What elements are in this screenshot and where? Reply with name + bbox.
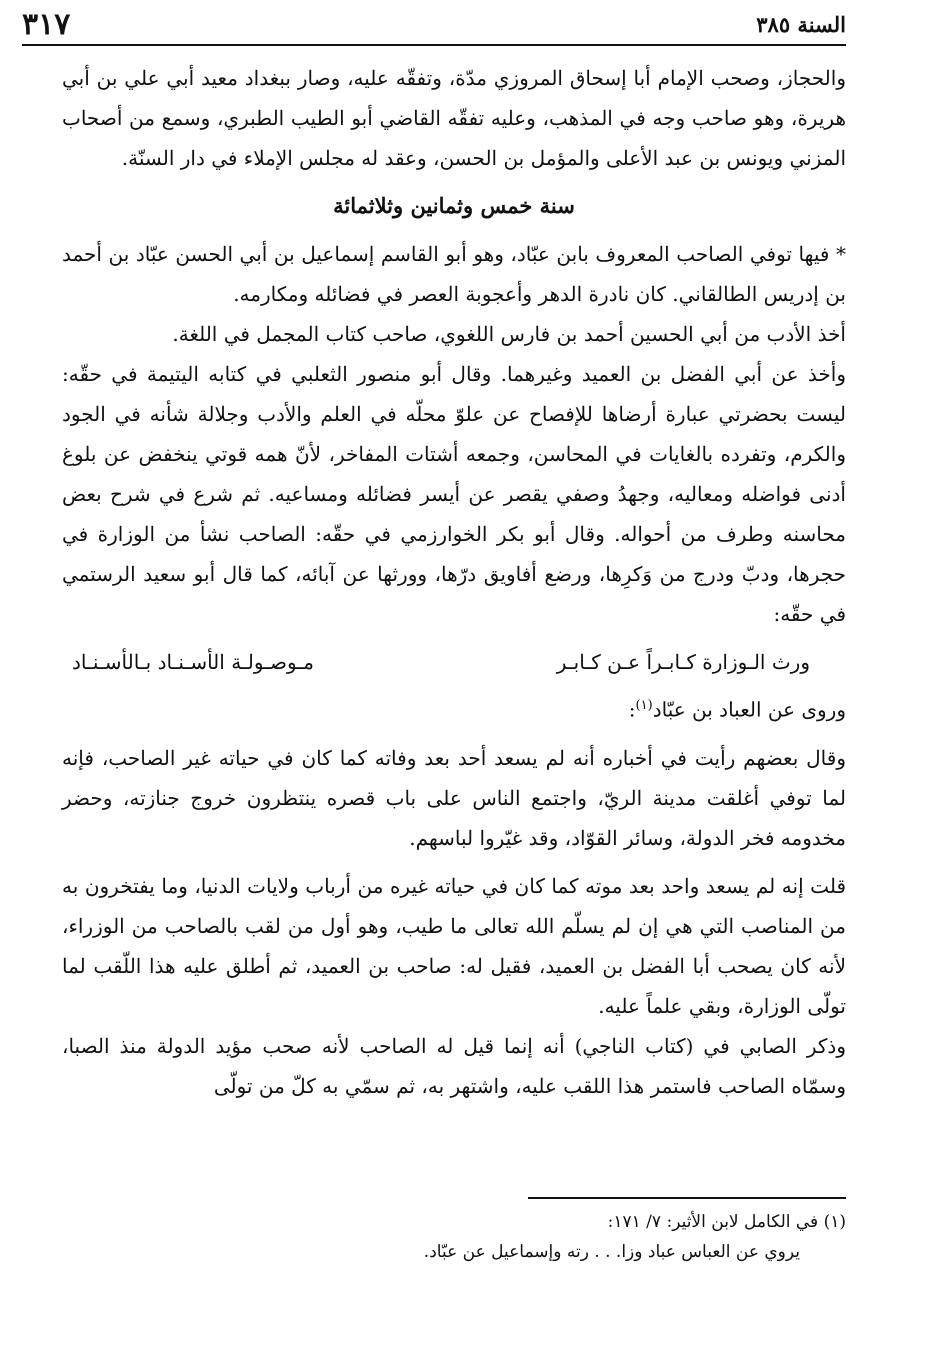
paragraph-2: * فيها توفي الصاحب المعروف بابن عبّاد، وهو أبو القاسم إسماعيل بن أبي الحسن عبّاد بن أحمد بن إدريس الطالقاني. كان نادرة الدهر وأعجوبة العصر في فضائله ومكارمه.: [62, 242, 846, 306]
footnote-1-line-1: (١) في الكامل لابن الأثير: ٧/ ١٧١:: [607, 1212, 846, 1232]
footnote-rule: [528, 1197, 846, 1199]
header-rule: [22, 44, 846, 46]
paragraph-4: وأخذ عن أبي الفضل بن العميد وغيرهما. وقال أبو منصور الثعلبي في كتابه اليتيمة في حقّه: ليست بحضرتي عبارة أرضاها للإفصاح عن علوّ محلّه في العلم والأدب وجلالة شأنه في الجود والكرم، وتفرده بالغايات في المحاسن، وجمعه أشتات المفاخر، لأنّ همه قوتي ينخفض عن بلوغ أدنى فواضله ومعاليه، وجهدُ وصفي يقصر عن أيسر فضائله ومساعيه. ثم شرع في شرح بعض محاسنه وطرف من أحواله. وقال أبو بكر الخوارزمي في حقّه: الصاحب نشأ من الوزارة في حجرها، ودبّ ودرج من وَكرِها، ورضع أفاويق درّها، وورثها عن آبائه، كما قال أبو سعيد الرستمي في حقّه:: [62, 362, 847, 626]
page-header: [22, 6, 846, 42]
paragraph-gap: [62, 858, 846, 866]
running-head: السنة ٣٨٥: [756, 11, 846, 37]
paragraph-7: قلت إنه لم يسعد واحد بعد موته كما كان في حياته غيره من أرباب ولايات الدنيا، وما يفتخرون به من المناصب التي هي إن لم يسلّم الله تعالى ما طيب، وهو أول من لقب بالصاحب من الوزراء، لأنه كان يصحب أبا الفضل بن العميد، فقيل له: صاحب بن العميد، ثم أطلق عليه هذا اللّقب لما تولّى الوزارة، وبقي علماً عليه.: [62, 873, 847, 1018]
paragraph-8: وذكر الصابي في (كتاب الناجي) أنه إنما قيل له الصاحب لأنه صحب مؤيد الدولة منذ الصبا، وسمّاه الصاحب فاستمر هذا اللقب عليه، واشتهر به، ثم سمّي به كلّ من تولّى: [62, 1033, 846, 1098]
paragraph-5-text: وروى عن العباد بن عبّاد: [652, 697, 846, 722]
verse-first-hemistich: ورث الـوزارة كـابـراً عـن كـابـر: [556, 650, 810, 674]
paragraph-gap: [62, 730, 846, 738]
verse-line: [62, 642, 846, 682]
paragraph-5: [62, 686, 846, 730]
page-number: ٣١٧: [22, 6, 71, 42]
page-body: [62, 58, 846, 1106]
paragraph-6: وقال بعضهم رأيت في أخباره أنه لم يسعد أحد بعد وفاته كما كان في حياته غير الصاحب، فإنه لما توفي أغلقت مدينة الريّ، واجتمع الناس على باب قصره ينتظرون خروج جنازته، وحضر مخدومه فخر الدولة، وسائر القوّاد، وقد غيّروا لباسهم.: [62, 745, 846, 850]
section-heading: سنة خمس وثمانين وثلاثمائة: [333, 193, 575, 218]
footnotes: [62, 1207, 846, 1267]
verse-second-hemistich: مـوصـولـة الأسـنـاد بـالأسـنـاد: [72, 650, 314, 674]
paragraph-1: والحجاز، وصحب الإمام أبا إسحاق المروزي مدّة، وتفقّه عليه، وصار ببغداد معيد أبي علي بن أبي هريرة، وهو صاحب وجه في المذهب، وعليه تفقّه القاضي أبو الطيب الطبري، وسمع من أصحاب المزني ويونس بن عبد الأعلى والمؤمل بن الحسن، وعقد له مجلس الإملاء في دار السنّة.: [62, 66, 846, 170]
footnote-reference: (١): [635, 698, 653, 713]
paragraph-3: أخذ الأدب من أبي الحسين أحمد بن فارس اللغوي، صاحب كتاب المجمل في اللغة.: [172, 322, 846, 346]
paragraph-5-end: :: [628, 697, 636, 722]
footnote-1-line-2: يروي عن العباس عباد وزا. . . رته وإسماعيل عن عبّاد.: [423, 1242, 800, 1262]
